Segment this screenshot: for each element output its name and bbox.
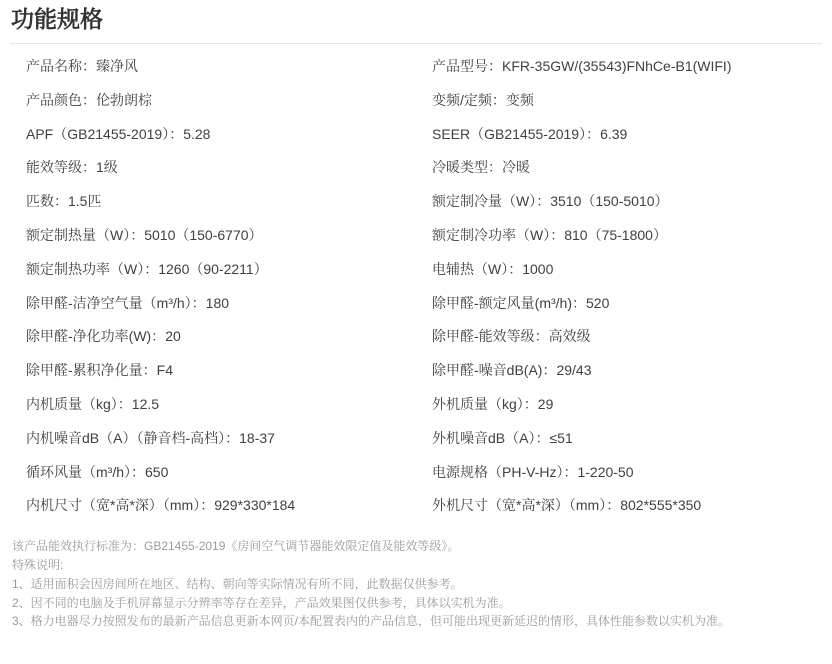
spec-separator: ： (82, 58, 96, 74)
spec-cell-right (416, 84, 822, 118)
note-line: 3、格力电器尽力按照发布的最新产品信息更新本网页/本配置表内的产品信息，但可能出现更新延迟的情形，具体性能参数以实机为准。 (12, 614, 731, 629)
spec-row (10, 84, 822, 118)
spec-separator: ： (191, 294, 206, 311)
spec-cell-left (10, 185, 416, 219)
spec-row (10, 422, 822, 456)
spec-value: 929*330*184 (214, 497, 296, 514)
spec-separator: ： (550, 226, 565, 243)
spec-row (10, 456, 822, 490)
spec-label: 能效等级 (26, 159, 82, 176)
spec-value: 冷暖 (502, 159, 530, 176)
spec-label: 产品型号 (432, 58, 488, 74)
spec-separator: ： (572, 294, 586, 311)
spec-separator: ： (131, 463, 145, 480)
spec-separator: ： (488, 159, 502, 176)
spec-separator: ： (491, 91, 506, 108)
spec-label: 匹数 (26, 193, 54, 210)
spec-separator: ： (54, 193, 68, 210)
spec-cell-right (416, 118, 822, 152)
spec-cell-right (416, 354, 822, 388)
spec-label: 内机质量（kg） (26, 395, 118, 412)
spec-value: 1260（90-2211） (158, 260, 268, 277)
spec-value: 810（75-1800） (564, 226, 667, 243)
spec-cell-right (416, 456, 822, 490)
spec-value: 29/43 (556, 362, 592, 379)
spec-value: 650 (145, 463, 169, 480)
spec-row (10, 253, 822, 287)
spec-cell-right (416, 219, 822, 253)
spec-value: 180 (205, 294, 230, 311)
spec-value: ≤51 (549, 429, 573, 446)
spec-label: 内机噪音dB（A）（静音档-高档） (26, 429, 226, 446)
spec-label: 循环风量（m³/h） (26, 463, 131, 480)
spec-value: 变频 (505, 91, 534, 108)
spec-cell-left (10, 50, 416, 84)
spec-separator: ： (225, 429, 240, 446)
spec-row (10, 50, 822, 84)
spec-value: 5.28 (183, 125, 211, 142)
note-line: 1、适用面积会因房间所在地区、结构、朝向等实际情况有所不同，此数据仅供参考。 (12, 576, 463, 591)
spec-value: 520 (586, 294, 610, 311)
spec-value: 6.39 (600, 125, 628, 142)
spec-cell-right (416, 50, 822, 84)
spec-row (10, 489, 822, 523)
spec-separator: ： (169, 125, 184, 142)
spec-label: 除甲醛-净化功率(W) (26, 328, 152, 345)
spec-cell-left (10, 422, 416, 456)
spec-separator: ： (200, 497, 215, 514)
spec-label: 额定制冷量（W） (432, 193, 537, 210)
spec-cell-left (10, 489, 416, 523)
spec-separator: ： (535, 429, 550, 446)
spec-value: 29 (537, 395, 554, 412)
notes (10, 537, 822, 631)
spec-label: 内机尺寸（宽*高*深）（mm） (26, 497, 201, 514)
spec-cell-left (10, 253, 416, 287)
spec-separator: ： (488, 58, 502, 74)
spec-cell-right (416, 422, 822, 456)
spec-label: 产品颜色 (26, 91, 82, 108)
spec-label: 变频/定频 (432, 91, 492, 108)
spec-label: 外机质量（kg） (432, 395, 524, 412)
spec-value: 5010（150-6770） (144, 226, 263, 243)
spec-value: 3510（150-5010） (550, 193, 669, 210)
spec-row (10, 118, 822, 152)
spec-separator: ： (130, 226, 145, 243)
spec-value: KFR-35GW/(35543)FNhCe-B1(WIFI) (502, 58, 732, 74)
spec-label: 额定制冷功率（W） (432, 226, 551, 243)
spec-cell-right (416, 320, 822, 354)
note-line: 该产品能效执行标准为：GB21455-2019《房间空气调节器能效限定值及能效等级》。 (12, 539, 460, 554)
note-line: 2、因不同的电脑及手机屏幕显示分辨率等存在差异，产品效果图仅供参考，具体以实机为准。 (12, 595, 511, 610)
spec-separator: ： (536, 193, 551, 210)
spec-value: 1-220-50 (577, 463, 634, 480)
spec-value: 伦勃朗棕 (96, 91, 152, 108)
spec-separator: ： (534, 328, 549, 345)
spec-row (10, 354, 822, 388)
spec-cell-left (10, 84, 416, 118)
spec-cell-right (416, 287, 822, 321)
spec-separator: ： (542, 362, 557, 379)
spec-separator: ： (563, 463, 578, 480)
spec-label: 除甲醛-额定风量(m³/h) (432, 294, 572, 311)
spec-cell-right (416, 185, 822, 219)
note-line: 特殊说明: (12, 557, 64, 572)
spec-label: 冷暖类型 (432, 159, 488, 176)
spec-separator: ： (151, 328, 166, 345)
spec-cell-right (416, 151, 822, 185)
spec-value: 1000 (522, 260, 554, 277)
spec-value: 1级 (96, 159, 118, 176)
spec-label: SEER（GB21455-2019） (432, 125, 587, 142)
spec-value: F4 (156, 362, 174, 379)
spec-label: 除甲醛-洁净空气量（m³/h） (26, 294, 192, 311)
spec-separator: ： (508, 260, 523, 277)
page-title: 功能规格 (11, 6, 103, 32)
spec-label: 电源规格（PH-V-Hz） (432, 463, 564, 480)
spec-cell-left (10, 354, 416, 388)
spec-separator: ： (586, 125, 601, 142)
spec-value: 12.5 (131, 395, 160, 412)
spec-row (10, 151, 822, 185)
spec-cell-right (416, 253, 822, 287)
spec-cell-left (10, 388, 416, 422)
spec-label: 外机噪音dB（A） (432, 429, 536, 446)
spec-separator: ： (82, 159, 96, 176)
spec-cell-left (10, 287, 416, 321)
spec-separator: ： (523, 395, 538, 412)
spec-label: 产品名称 (26, 58, 82, 74)
spec-separator: ： (117, 395, 132, 412)
spec-row (10, 185, 822, 219)
spec-separator: ： (606, 497, 621, 514)
spec-separator: ： (144, 260, 159, 277)
spec-row (10, 320, 822, 354)
spec-table (10, 44, 822, 523)
spec-value: 20 (165, 328, 181, 345)
spec-cell-left (10, 320, 416, 354)
spec-row (10, 287, 822, 321)
spec-label: APF（GB21455-2019） (26, 125, 170, 142)
spec-label: 除甲醛-累积净化量 (26, 362, 143, 379)
spec-cell-left (10, 456, 416, 490)
spec-value: 1.5匹 (68, 193, 102, 210)
spec-label: 额定制热量（W） (26, 226, 131, 243)
spec-label: 电辅热（W） (432, 260, 509, 277)
spec-row (10, 388, 822, 422)
spec-value: 18-37 (239, 429, 275, 446)
spec-cell-left (10, 219, 416, 253)
spec-label: 外机尺寸（宽*高*深）（mm） (432, 497, 607, 514)
spec-label: 额定制热功率（W） (26, 260, 145, 277)
spec-value: 802*555*350 (620, 497, 702, 514)
spec-value: 高效级 (548, 328, 591, 345)
spec-label: 除甲醛-噪音dB(A) (432, 362, 543, 379)
spec-value: 臻净风 (96, 58, 138, 74)
spec-row (10, 219, 822, 253)
spec-separator: ： (82, 91, 96, 108)
spec-cell-left (10, 151, 416, 185)
spec-cell-left (10, 118, 416, 152)
spec-label: 除甲醛-能效等级 (432, 328, 535, 345)
spec-separator: ： (142, 362, 157, 379)
spec-cell-right (416, 388, 822, 422)
spec-cell-right (416, 489, 822, 523)
